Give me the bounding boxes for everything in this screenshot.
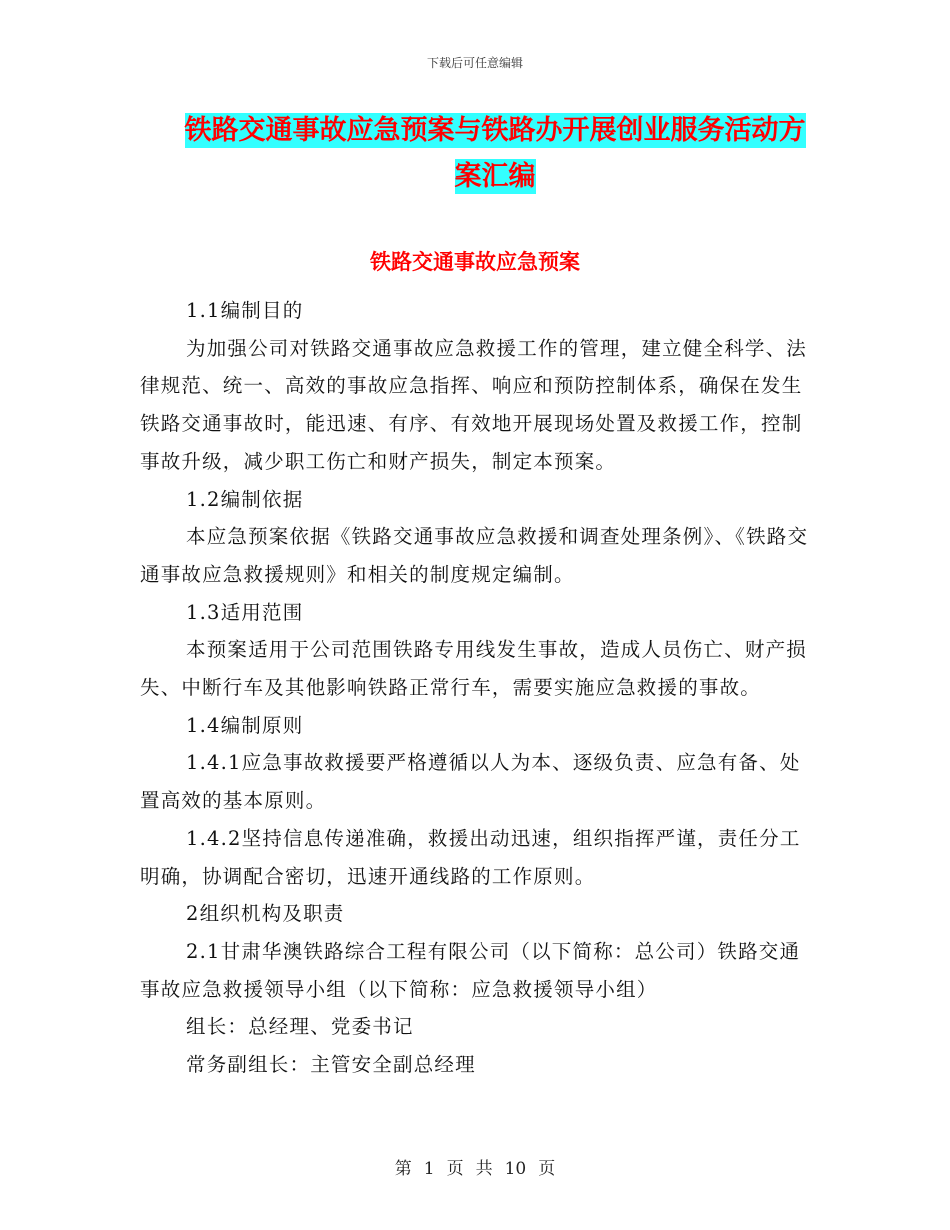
document-body <box>140 292 812 1084</box>
paragraph-heading-1-1: 1.1编制目的 <box>186 299 304 322</box>
section-title: 铁路交通事故应急预案 <box>370 250 580 274</box>
paragraph-heading-1-3: 1.3适用范围 <box>186 600 304 624</box>
total-page-count: 10 <box>504 1159 527 1179</box>
page-number-footer <box>0 1154 950 1179</box>
footer-word: 页 <box>446 1159 464 1179</box>
footer-word: 页 <box>538 1159 556 1179</box>
paragraph: 常务副组长：主管安全副总经理 <box>186 1053 476 1077</box>
header-note: 下载后可任意编辑 <box>426 56 523 70</box>
footer-word: 第 <box>394 1159 412 1179</box>
footer-word: 共 <box>475 1159 493 1179</box>
paragraph: 为加强公司对铁路交通事故应急救援工作的管理，建立健全科学、法律规范、统一、高效的事故应急指挥、响应和预防控制体系，确保在发生铁路交通事故时，能迅速、有序、有效地开展现场处置及救援工作，控制事故升级，减少职工伤亡和财产损失，制定本预案。 <box>140 336 808 473</box>
paragraph: 本预案适用于公司范围铁路专用线发生事故，造成人员伤亡、财产损失、中断行车及其他影响铁路正常行车，需要实施应急救援的事故。 <box>140 638 808 700</box>
document-title-line-1: 铁路交通事故应急预案与铁路办开展创业服务活动方 <box>184 115 806 146</box>
paragraph: 1.4.2坚持信息传递准确，救援出动迅速，组织指挥严谨，责任分工明确，协调配合密切，迅速开通线路的工作原则。 <box>140 826 801 888</box>
current-page-number: 1 <box>423 1159 435 1179</box>
document-title-line-2: 案汇编 <box>454 161 536 192</box>
paragraph-heading-1-4: 1.4编制原则 <box>186 713 304 737</box>
paragraph: 2.1甘肃华澳铁路综合工程有限公司（以下简称：总公司）铁路交通事故应急救援领导小组（以下简称：应急救援领导小组） <box>140 939 801 1001</box>
paragraph: 1.4.1应急事故救援要严格遵循以人为本、逐级负责、应急有备、处置高效的基本原则。 <box>140 751 801 813</box>
paragraph: 组长：总经理、党委书记 <box>186 1015 414 1039</box>
paragraph: 本应急预案依据《铁路交通事故应急救援和调查处理条例》、《铁路交通事故应急救援规则》和相关的制度规定编制。 <box>140 525 809 586</box>
document-title <box>150 108 840 200</box>
paragraph-heading-1-2: 1.2编制依据 <box>186 487 304 511</box>
paragraph-heading-2: 2组织机构及职责 <box>186 902 345 926</box>
